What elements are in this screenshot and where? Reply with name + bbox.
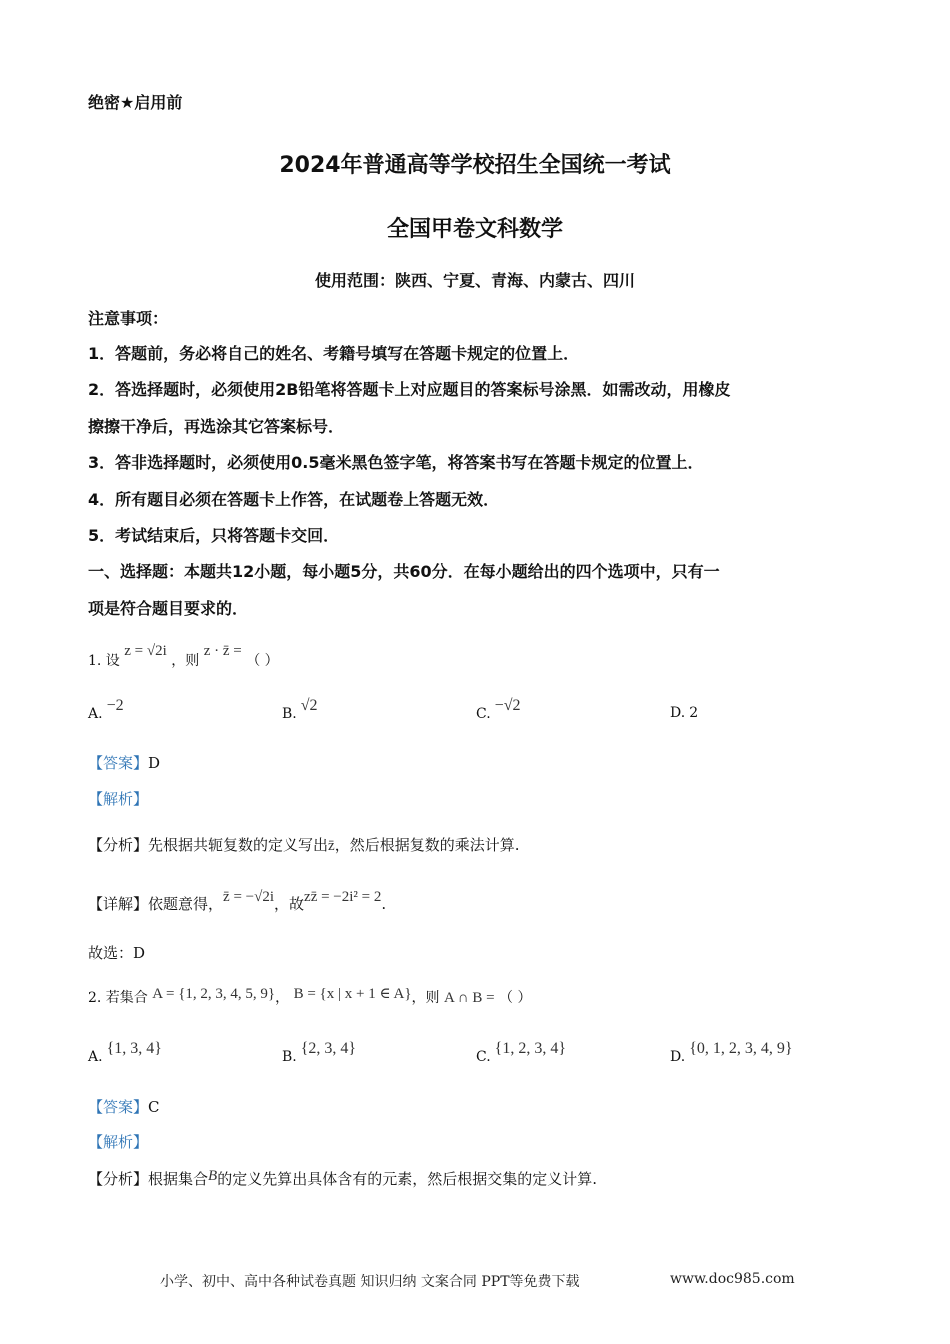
fenxi-tag: 【分析】 xyxy=(88,1170,149,1188)
answer-value: D xyxy=(148,754,161,772)
fenxi-expr: B xyxy=(208,1168,218,1184)
q1-option-c xyxy=(476,697,521,723)
fenxi-expr: z̄ xyxy=(328,838,335,854)
q1-expr-product: z · z̄ = xyxy=(203,643,242,659)
q2-answer xyxy=(88,1096,160,1117)
footer-site-link[interactable]: www.doc985.com xyxy=(670,1271,795,1287)
option-letter: A. xyxy=(88,706,103,722)
option-letter: D. xyxy=(670,1049,686,1065)
option-letter: A. xyxy=(88,1049,103,1065)
section-heading-line2: 项是符合题目要求的． xyxy=(88,599,249,618)
option-letter: C. xyxy=(476,1049,491,1065)
note-item: 5．考试结束后，只将答题卡交回． xyxy=(88,526,340,545)
q1-xiangjie xyxy=(88,889,387,914)
q1-option-b xyxy=(282,697,318,723)
fenxi-text: 根据集合 xyxy=(148,1170,209,1188)
xiangjie-expr1: z̄ = −√2i xyxy=(223,889,275,905)
q2-fenxi xyxy=(88,1168,597,1189)
option-value: −√2 xyxy=(494,697,521,714)
xiangjie-mid: ，故 xyxy=(274,895,305,913)
option-value: √2 xyxy=(300,697,318,714)
q1-prefix: 1. 设 xyxy=(88,653,120,669)
xiangjie-end: . xyxy=(381,895,387,913)
note-item: 3．答非选择题时，必须使用0.5毫米黑色签字笔，将答案书写在答题卡规定的位置上． xyxy=(88,453,704,472)
q2-paren: （ ） xyxy=(499,990,532,1006)
note-item: 擦擦干净后，再选涂其它答案标号． xyxy=(88,417,345,436)
option-value: −2 xyxy=(106,697,124,714)
exam-subtitle: 全国甲卷文科数学 xyxy=(386,217,563,242)
answer-tag: 【答案】 xyxy=(88,1098,149,1116)
answer-tag: 【答案】 xyxy=(88,754,149,772)
fenxi-end: 的定义先算出具体含有的元素，然后根据交集的定义计算. xyxy=(217,1170,597,1188)
exam-title: 2024年普通高等学校招生全国统一考试 xyxy=(279,153,671,178)
note-item: 1．答题前，务必将自己的姓名、考籍号填写在答题卡规定的位置上． xyxy=(88,344,580,363)
q1-mid: ，则 xyxy=(171,653,200,669)
q2-prefix: 2. 若集合 xyxy=(88,990,148,1006)
note-item: 4．所有题目必须在答题卡上作答，在试题卷上答题无效． xyxy=(88,490,500,509)
q1-fenxi xyxy=(88,834,519,855)
q2-mid: ，则 xyxy=(411,990,440,1006)
fenxi-tag: 【分析】 xyxy=(88,836,149,854)
q1-answer xyxy=(88,752,160,773)
xiangjie-text: 依题意得， xyxy=(148,895,224,913)
option-value: {1, 3, 4} xyxy=(106,1040,162,1057)
fenxi-end: ，然后根据复数的乘法计算. xyxy=(334,836,520,854)
option-letter: B. xyxy=(282,1049,297,1065)
notes-heading: 注意事项： xyxy=(88,309,169,328)
q1-guxuan: 故选：D xyxy=(88,944,146,962)
q2-option-d xyxy=(670,1040,793,1066)
q2-jiexi-tag: 【解析】 xyxy=(88,1133,149,1151)
option-value: {2, 3, 4} xyxy=(300,1040,357,1057)
q1-option-d xyxy=(670,705,698,721)
option-value: {0, 1, 2, 3, 4, 9} xyxy=(689,1040,793,1057)
note-item: 2．答选择题时，必须使用2B铅笔将答题卡上对应题目的答案标号涂黑．如需改动，用橡皮 xyxy=(88,380,731,399)
q1-expr-z: z = √2i xyxy=(124,643,167,659)
option-letter: C. xyxy=(476,706,491,722)
q2-option-a xyxy=(88,1040,162,1066)
q1-option-a xyxy=(88,697,124,723)
answer-value: C xyxy=(148,1098,160,1116)
question-1-stem xyxy=(88,643,279,670)
option-value: 2 xyxy=(689,705,699,721)
xiangjie-tag: 【详解】 xyxy=(88,895,149,913)
option-letter: B. xyxy=(282,706,297,722)
q2-option-c xyxy=(476,1040,567,1066)
option-letter: D. xyxy=(670,705,686,721)
section-heading-line1: 一、选择题：本题共12小题，每小题5分，共60分．在每小题给出的四个选项中，只有一 xyxy=(88,562,720,581)
question-2-stem xyxy=(88,987,531,1007)
xiangjie-expr2: zz̄ = −2i² = 2 xyxy=(304,889,382,905)
option-value: {1, 2, 3, 4} xyxy=(494,1040,567,1057)
q2-expr-b: B = {x | x + 1 ∈ A} xyxy=(293,986,412,1002)
fenxi-text: 先根据共轭复数的定义写出 xyxy=(148,836,329,854)
q2-expr-intersection: A ∩ B = xyxy=(443,990,495,1006)
secret-label: 绝密★启用前 xyxy=(88,93,183,112)
q2-option-b xyxy=(282,1040,357,1066)
q1-jiexi-tag: 【解析】 xyxy=(88,790,149,808)
usage-scope: 使用范围：陕西、宁夏、青海、内蒙古、四川 xyxy=(314,271,635,290)
q1-paren: （ ） xyxy=(246,653,279,669)
footer-text: 小学、初中、高中各种试卷真题 知识归纳 文案合同 PPT等免费下载 xyxy=(160,1274,580,1290)
q2-sep: ， xyxy=(275,990,290,1006)
q2-expr-a: A = {1, 2, 3, 4, 5, 9} xyxy=(152,986,276,1002)
